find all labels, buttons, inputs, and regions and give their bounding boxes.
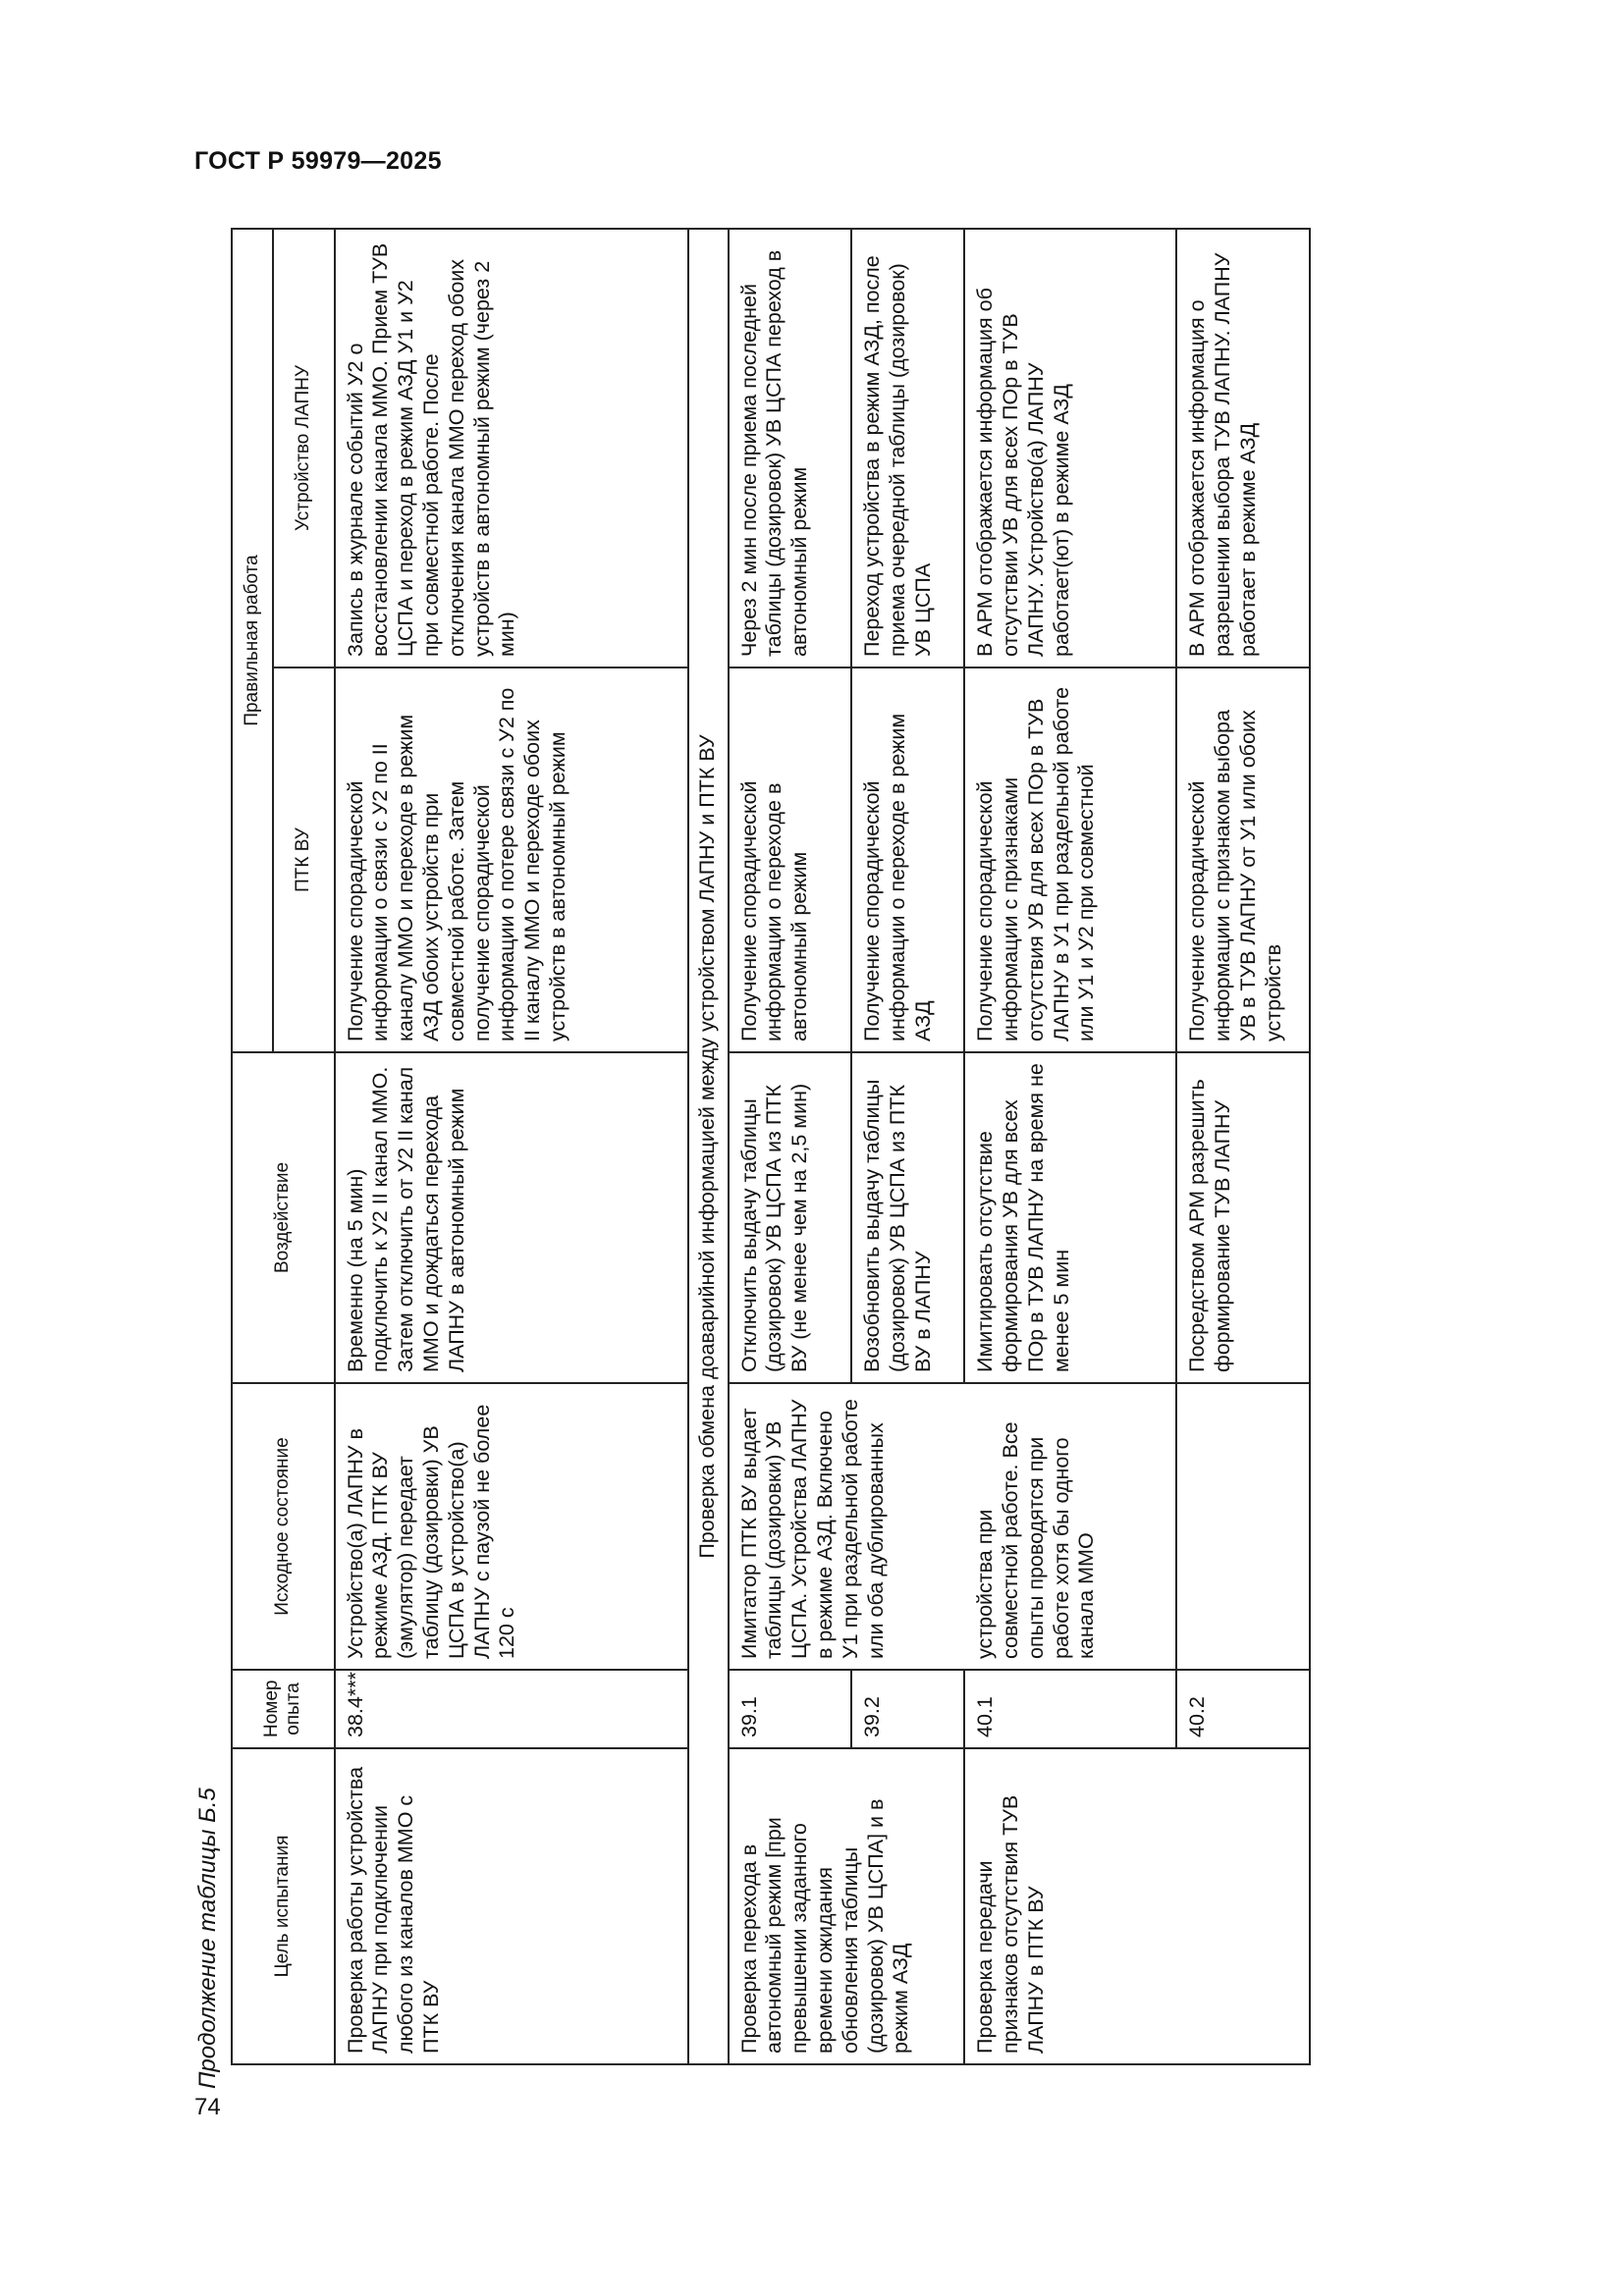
action-cell: Возобновить выдачу таблицы (дозировок) УВ ЦСПА из ПТК ВУ в ЛАПНУ bbox=[851, 1052, 964, 1383]
table-caption: Продолжение таблицы Б.5 bbox=[194, 1788, 221, 2089]
action-cell: Временно (на 5 мин) подключить к У2 II канал ММО. Затем отключить от У2 II канал ММО и дождаться перехода ЛАПНУ в автономный режим bbox=[335, 1052, 688, 1383]
section-row bbox=[688, 229, 729, 2064]
test-table bbox=[231, 228, 1311, 2065]
rotated-table-frame bbox=[231, 230, 1311, 2065]
initial-cell-continued: устройства при совместной работе. Все опыты проводятся при работе хотя бы одного канала ММО bbox=[964, 1383, 1176, 1670]
lapnu-cell: Запись в журнале событий У2 о восстановлении канала ММО. Прием ТУВ ЦСПА и переход в режим АЗД У1 и У2 при совместной работе. После отключения канала ММО переход обоих устройств в автономный режим (через 2 мин) bbox=[335, 229, 688, 667]
ptk-cell: Получение спорадической информации о переходе в режим АЗД bbox=[851, 667, 964, 1052]
table-row-40-1 bbox=[964, 229, 1176, 2064]
col-correct-header: Правильная работа bbox=[232, 229, 273, 1052]
action-cell: Имитировать отсутствие формирования УВ для всех ПОр в ТУВ ЛАПНУ на время не менее 5 мин bbox=[964, 1052, 1176, 1383]
ptk-cell: Получение спорадической информации с признаками отсутствия УВ для всех ПОр в ТУВ ЛАПНУ в У1 при раздельной работе или У1 и У2 при совместной bbox=[964, 667, 1176, 1052]
col-ptk-header: ПТК ВУ bbox=[273, 667, 335, 1052]
ptk-cell: Получение спорадической информации о связи с У2 по II каналу ММО и переходе в режим АЗД обоих устройств при совместной работе. Затем получение спорадической информации о потере связи с У2 по II каналу ММО и переходе обоих устройств в автономный режим bbox=[335, 667, 688, 1052]
action-cell: Посредством АРМ разрешить формирование ТУВ ЛАПНУ bbox=[1176, 1052, 1310, 1383]
lapnu-cell: Через 2 мин после приема последней таблицы (дозировок) УВ ЦСПА переход в автономный режим bbox=[729, 229, 851, 667]
ptk-cell: Получение спорадической информации о переходе в автономный режим bbox=[729, 667, 851, 1052]
ptk-cell: Получение спорадической информации с признаком выбора УВ в ТУВ ЛАПНУ от У1 или обоих устройств bbox=[1176, 667, 1310, 1052]
num-cell: 39.1 bbox=[729, 1670, 851, 1748]
initial-cell: Имитатор ПТК ВУ выдает таблицы (дозировки) УВ ЦСПА. Устройства ЛАПНУ в режиме АЗД. Включено У1 при раздельной работе или оба дублированных bbox=[729, 1383, 965, 1670]
header-row-1 bbox=[232, 229, 273, 2064]
goal-cell: Проверка работы устройства ЛАПНУ при подключении любого из каналов ММО с ПТК ВУ bbox=[335, 1748, 688, 2064]
table-row-39-1 bbox=[729, 229, 851, 2064]
col-initial-header: Исходное состояние bbox=[232, 1383, 335, 1670]
action-cell: Отключить выдачу таблицы (дозировок) УВ ЦСПА из ПТК ВУ (не менее чем на 2,5 мин) bbox=[729, 1052, 851, 1383]
col-goal-header: Цель испытания bbox=[232, 1748, 335, 2064]
goal-cell: Проверка перехода в автономный режим [при превышении заданного времени ожидания обновления таблицы (дозировок) УВ ЦСПА] и в режим АЗД bbox=[729, 1748, 965, 2064]
num-cell: 40.1 bbox=[964, 1670, 1176, 1748]
col-lapnu-header: Устройство ЛАПНУ bbox=[273, 229, 335, 667]
num-cell: 38.4*** bbox=[335, 1670, 688, 1748]
lapnu-cell: В АРМ отображается информация об отсутствии УВ для всех ПОр в ТУВ ЛАПНУ. Устройство(а) ЛАПНУ работает(ют) в режиме АЗД bbox=[964, 229, 1176, 667]
initial-cell-empty bbox=[1176, 1383, 1310, 1670]
initial-cell: Устройство(а) ЛАПНУ в режиме АЗД. ПТК ВУ (эмулятор) передает таблицу (дозировки) УВ ЦСПА в устройство(а) ЛАПНУ с паузой не более 120 с bbox=[335, 1383, 688, 1670]
lapnu-cell: В АРМ отображается информация о разрешении выбора ТУВ ЛАПНУ. ЛАПНУ работает в режиме АЗД bbox=[1176, 229, 1310, 667]
col-num-header: Номер опыта bbox=[232, 1670, 335, 1748]
table-row-38-4 bbox=[335, 229, 688, 2064]
num-cell: 40.2 bbox=[1176, 1670, 1310, 1748]
page-number: 74 bbox=[194, 2094, 221, 2120]
col-action-header: Воздействие bbox=[232, 1052, 335, 1383]
goal-cell: Проверка передачи признаков отсутствия ТУВ ЛАПНУ в ПТК ВУ bbox=[964, 1748, 1310, 2064]
lapnu-cell: Переход устройства в режим АЗД, после приема очередной таблицы (дозировок) УВ ЦСПА bbox=[851, 229, 964, 667]
document-header: ГОСТ Р 59979—2025 bbox=[194, 147, 442, 175]
num-cell: 39.2 bbox=[851, 1670, 964, 1748]
section-title: Проверка обмена доаварийной информацией между устройством ЛАПНУ и ПТК ВУ bbox=[688, 229, 729, 2064]
